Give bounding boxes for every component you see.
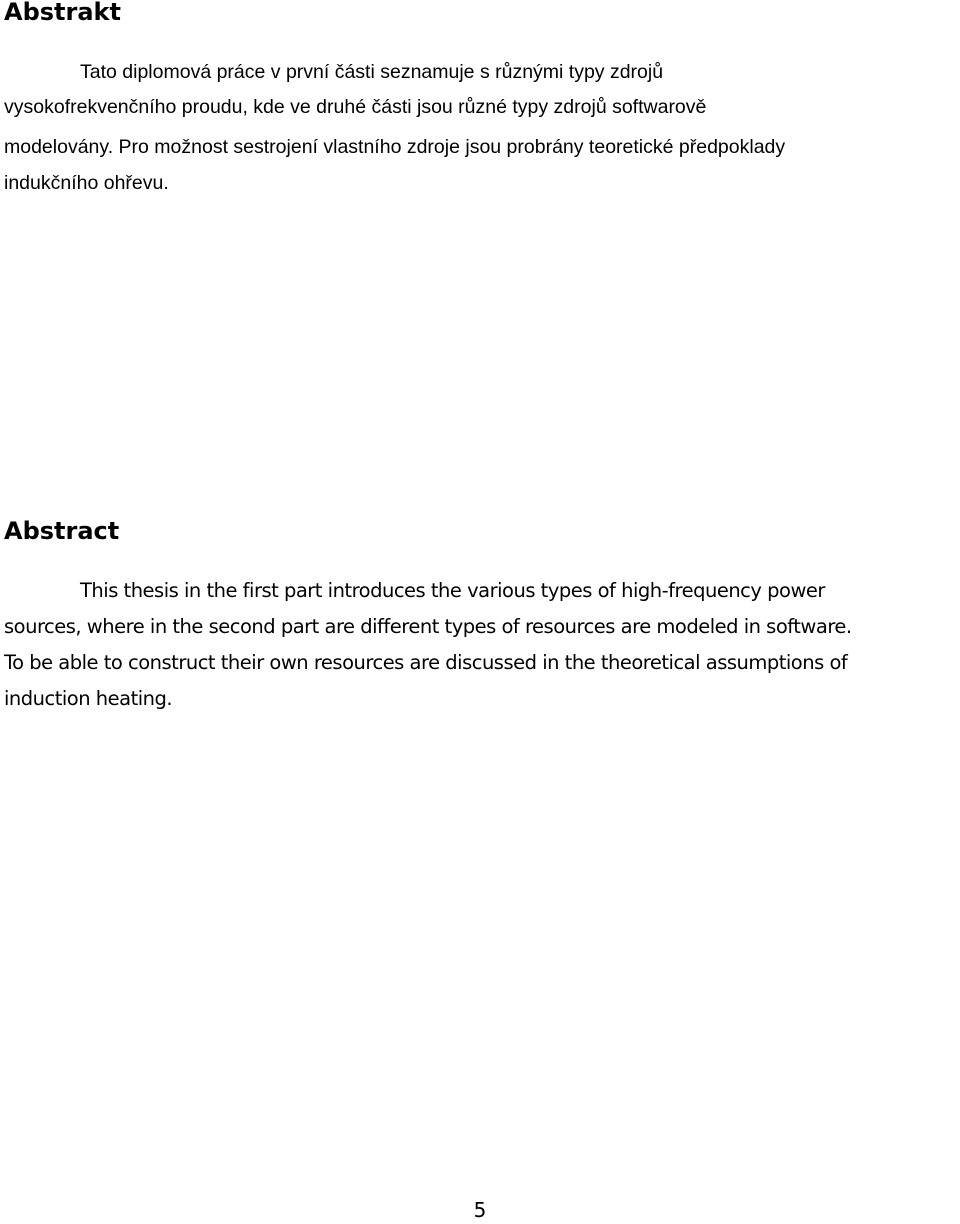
czech-abstract-line: indukčního ohřevu.	[4, 172, 169, 194]
czech-abstract-line: vysokofrekvenčního proudu, kde ve druhé části jsou různé typy zdrojů softwarově	[4, 96, 707, 118]
english-abstract-line: This thesis in the first part introduces the various types of high-frequency power	[80, 579, 825, 602]
english-abstract-line: sources, where in the second part are different types of resources are modeled in software.	[4, 615, 852, 638]
english-abstract-line: induction heating.	[4, 687, 173, 710]
english-abstract-heading: Abstract	[4, 517, 120, 545]
english-abstract-line: To be able to construct their own resources are discussed in the theoretical assumptions of	[4, 651, 848, 674]
czech-abstract-heading: Abstrakt	[4, 0, 121, 26]
czech-abstract-line: Tato diplomová práce v první části seznamuje s různými typy zdrojů	[80, 61, 664, 83]
czech-abstract-line: modelovány. Pro možnost sestrojení vlastního zdroje jsou probrány teoretické předpoklady	[4, 136, 786, 158]
page-number: 5	[473, 1198, 487, 1222]
